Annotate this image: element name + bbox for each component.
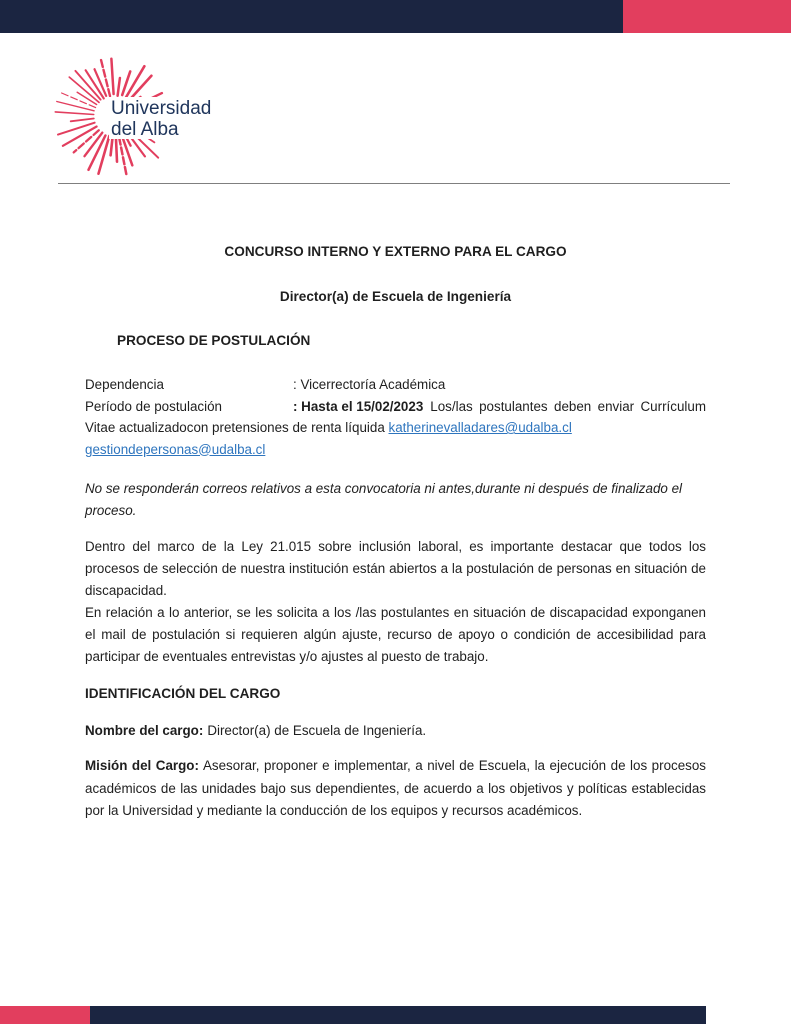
email-link-katherine[interactable]: katherinevalladares@udalba.cl bbox=[388, 420, 572, 435]
doc-title: CONCURSO INTERNO Y EXTERNO PARA EL CARGO bbox=[224, 244, 567, 259]
email-link-gestion[interactable]: gestiondepersonas@udalba.cl bbox=[85, 441, 266, 457]
logo-text-line2: del Alba bbox=[111, 119, 179, 140]
dependencia-value: : Vicerrectoría Académica bbox=[293, 377, 446, 392]
header-bar-navy bbox=[0, 0, 623, 33]
section-heading-identificacion: IDENTIFICACIÓN DEL CARGO bbox=[85, 686, 281, 701]
header-divider bbox=[58, 183, 730, 184]
section-heading-postulacion: PROCESO DE POSTULACIÓN bbox=[117, 333, 311, 348]
footer-red-accent bbox=[0, 1006, 90, 1024]
mision-cargo-paragraph bbox=[85, 755, 706, 823]
inclusion-paragraph-2: En relación a lo anterior, se les solicita a los /las postulantes en situación de discapacidad exponganen el mail de postulación si requieren algún ajuste, recurso de apoyo o condición de accesibilidad para participar de eventuales entrevistas y/o ajustes al puesto de trabajo. bbox=[85, 605, 706, 664]
footer-spacer bbox=[706, 1006, 791, 1024]
periodo-row bbox=[85, 396, 706, 418]
periodo-tail: Los/las postulantes deben enviar Currículum bbox=[430, 398, 706, 414]
footer-bar bbox=[0, 1006, 791, 1024]
footer-navy-bar bbox=[90, 1006, 706, 1024]
cv-line bbox=[85, 417, 706, 439]
logo-text-line1: Universidad bbox=[111, 98, 212, 119]
mision-cargo-value: Asesorar, proponer e implementar, a nivel de Escuela, la ejecución de los procesos académicos de las unidades bajo sus dependientes, de acuerdo a los objetivos y políticas establecidas por la Universidad y mediante la conducción de los equipos y recursos académicos. bbox=[85, 758, 706, 818]
header-bar bbox=[0, 0, 791, 33]
nombre-cargo-label: Nombre del cargo: bbox=[85, 723, 204, 738]
university-logo bbox=[53, 53, 238, 180]
nombre-cargo-value: Director(a) de Escuela de Ingeniería. bbox=[207, 723, 427, 738]
dependencia-row bbox=[85, 374, 706, 396]
dependencia-label: Dependencia bbox=[85, 377, 164, 392]
document-body bbox=[85, 244, 706, 823]
postulacion-fields bbox=[85, 374, 706, 460]
periodo-label: Período de postulación bbox=[85, 398, 222, 414]
doc-subtitle: Director(a) de Escuela de Ingeniería bbox=[279, 289, 512, 304]
email-line-2 bbox=[85, 439, 706, 461]
periodo-deadline: : Hasta el 15/02/2023 bbox=[293, 398, 424, 414]
mision-cargo-label: Misión del Cargo: bbox=[85, 758, 199, 773]
nombre-cargo-line bbox=[85, 720, 706, 742]
nota-convocatoria: No se responderán correos relativos a esta convocatoria ni antes,durante ni después de finalizado el proceso. bbox=[85, 481, 682, 518]
header-bar-red-accent bbox=[623, 0, 791, 33]
cv-line-text: Vitae actualizadocon pretensiones de renta líquida bbox=[85, 420, 389, 435]
inclusion-paragraph-1: Dentro del marco de la Ley 21.015 sobre inclusión laboral, es importante destacar que todos los procesos de selección de nuestra institución están abiertos a la postulación de personas en situación de discapacidad. bbox=[85, 539, 706, 598]
starburst-icon bbox=[53, 53, 238, 180]
